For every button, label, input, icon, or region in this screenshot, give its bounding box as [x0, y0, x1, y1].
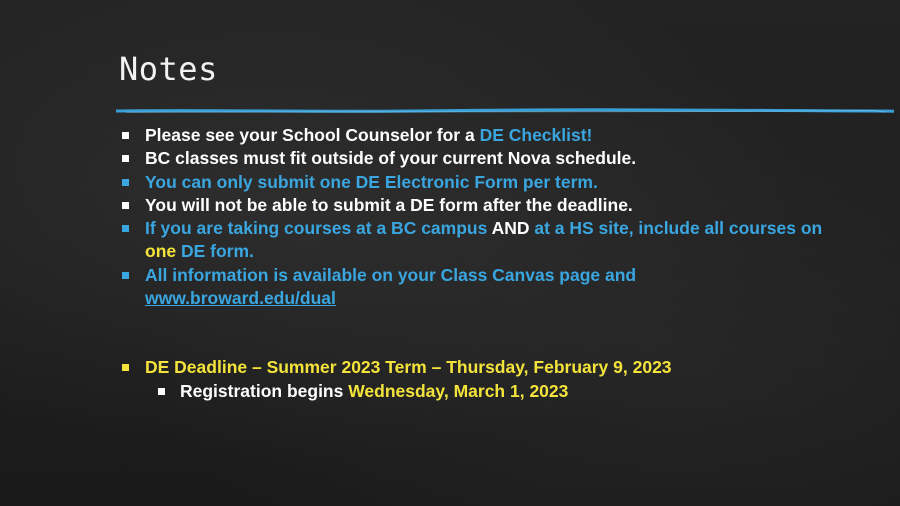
square-bullet-icon — [122, 179, 129, 186]
square-bullet-icon — [122, 202, 129, 209]
square-bullet-icon — [122, 132, 129, 139]
registration-date: Wednesday, March 1, 2023 — [348, 380, 569, 401]
and-text: AND — [491, 218, 530, 239]
deadline-item — [120, 356, 840, 379]
square-bullet-icon — [122, 155, 129, 162]
spacer — [120, 310, 840, 356]
bullet-text: BC classes must fit outside of your current Nova schedule. — [145, 148, 637, 169]
square-bullet-icon — [158, 388, 165, 395]
square-bullet-icon — [122, 272, 129, 279]
list-item — [120, 124, 840, 147]
list-item — [120, 147, 840, 170]
bullet-text: You can only submit one DE Electronic Form per term. — [145, 171, 598, 192]
square-bullet-icon — [122, 364, 129, 371]
bullet-text: All information is available on your Class Canvas page and — [145, 264, 637, 285]
list-item — [120, 194, 840, 217]
broward-dual-link[interactable]: www.broward.edu/dual — [145, 288, 336, 309]
list-item — [120, 217, 840, 264]
one-text: one — [145, 241, 177, 262]
list-item — [120, 264, 840, 311]
de-checklist-text: DE Checklist! — [479, 125, 593, 145]
list-item — [120, 171, 840, 194]
bullet-list — [120, 124, 840, 403]
bullet-text: If you are taking courses at a BC campus — [145, 218, 492, 239]
title-underline — [116, 108, 894, 114]
registration-item — [120, 380, 840, 403]
slide-title: Notes — [119, 50, 218, 88]
bullet-text: DE form. — [176, 241, 254, 262]
bullet-text: at a HS site, include all courses on — [529, 218, 823, 239]
square-bullet-icon — [122, 225, 129, 232]
bullet-text: You will not be able to submit a DE form after the deadline. — [145, 194, 633, 215]
deadline-text: DE Deadline – Summer 2023 Term – Thursday, February 9, 2023 — [145, 357, 672, 378]
registration-text: Registration begins — [180, 380, 349, 401]
bullet-text: Please see your School Counselor for a — [145, 125, 480, 145]
